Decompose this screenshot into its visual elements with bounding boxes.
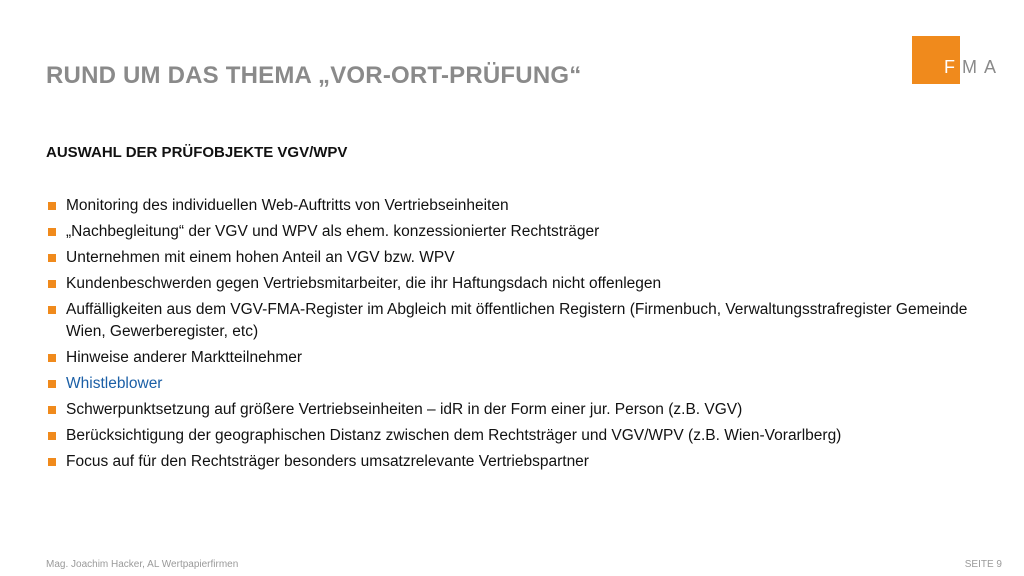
bullet-item: [46, 273, 996, 295]
logo-text: [944, 58, 1003, 76]
bullet-text: Unternehmen mit einem hohen Anteil an VGV bzw. WPV: [66, 249, 455, 266]
bullet-item-whistleblower: [46, 373, 996, 395]
bullet-square-icon: [48, 406, 56, 414]
bullet-text: Focus auf für den Rechtsträger besonders umsatzrelevante Vertriebspartner: [66, 453, 589, 470]
bullet-text: „Nachbegleitung“ der VGV und WPV als ehem. konzessionierter Rechtsträger: [66, 223, 600, 240]
footer-author: Mag. Joachim Hacker, AL Wertpapierfirmen: [46, 559, 239, 570]
bullet-list: [46, 195, 996, 477]
fma-logo: [912, 36, 1002, 84]
bullet-text: Hinweise anderer Marktteilnehmer: [66, 349, 303, 366]
bullet-item: [46, 247, 996, 269]
bullet-square-icon: [48, 458, 56, 466]
bullet-square-icon: [48, 432, 56, 440]
bullet-item: [46, 451, 996, 473]
bullet-text: Auffälligkeiten aus dem VGV-FMA-Register im Abgleich mit öffentlichen Registern (Firmenbuch, Verwaltungsstrafregister Gemeinde Wien, Gewerberegister, etc): [66, 301, 968, 340]
bullet-item: [46, 221, 996, 243]
bullet-text: Monitoring des individuellen Web-Auftritts von Vertriebseinheiten: [66, 197, 509, 214]
bullet-item: [46, 347, 996, 369]
logo-letters-ma: MA: [962, 57, 1003, 77]
bullet-square-icon: [48, 354, 56, 362]
bullet-square-icon: [48, 202, 56, 210]
bullet-item: [46, 195, 996, 217]
bullet-text: Schwerpunktsetzung auf größere Vertriebseinheiten – idR in der Form einer jur. Person (z.B. VGV): [66, 401, 743, 418]
logo-letter-f: F: [944, 57, 962, 77]
bullet-square-icon: [48, 228, 56, 236]
footer-page-number: SEITE 9: [964, 559, 1002, 570]
bullet-square-icon: [48, 306, 56, 314]
slide-title: RUND UM DAS THEMA „VOR-ORT-PRÜFUNG“: [46, 62, 582, 89]
bullet-item: [46, 399, 996, 421]
bullet-item: [46, 425, 996, 447]
bullet-square-icon: [48, 280, 56, 288]
bullet-text: Kundenbeschwerden gegen Vertriebsmitarbeiter, die ihr Haftungsdach nicht offenlegen: [66, 275, 662, 292]
section-heading: AUSWAHL DER PRÜFOBJEKTE VGV/WPV: [46, 144, 348, 161]
bullet-square-icon: [48, 380, 56, 388]
bullet-square-icon: [48, 254, 56, 262]
bullet-text: Berücksichtigung der geographischen Distanz zwischen dem Rechtsträger und VGV/WPV (z.B. Wien-Vorarlberg): [66, 427, 842, 444]
bullet-text: Whistleblower: [66, 375, 163, 392]
bullet-item: [46, 299, 996, 343]
